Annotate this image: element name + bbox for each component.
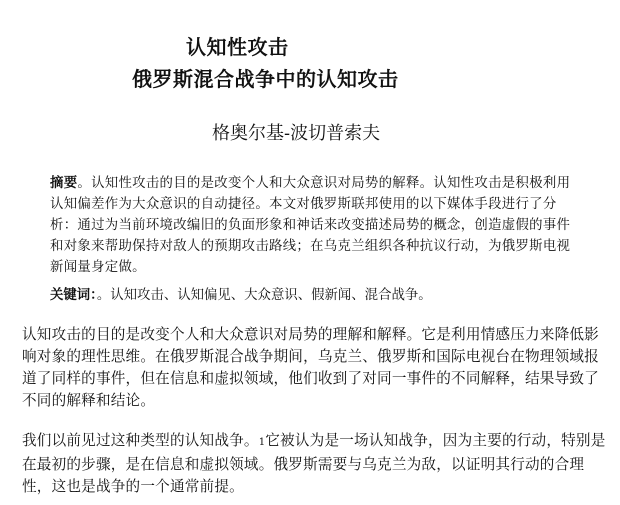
body-paragraph-2 — [22, 430, 610, 498]
keywords-label: 关键词： — [50, 288, 97, 303]
abstract-label: 摘要 — [50, 176, 78, 191]
body-paragraph-2-rest: 它被认为是一场认知战争，因为主要的行动，特别是在最初的步骤，是在信息和虚拟领域。俄罗斯需要与乌克兰为敌，以证明其行动的合理性，这也是战争的一个通常前提。 — [22, 432, 606, 495]
keywords-text: 。认知攻击、认知偏见、大众意识、假新闻、混合战争。 — [96, 288, 432, 303]
body-paragraph-1: 认知攻击的目的是改变个人和大众意识对局势的理解和解释。它是利用情感压力来降低影响对象的理性思维。在俄罗斯混合战争期间，乌克兰、俄罗斯和国际电视台在物理领域报道了同样的事件，但在信息和虚拟领域，他们收到了对同一事件的不同解释，结果导致了不同的解释和结论。 — [22, 326, 599, 409]
body-paragraph-2-start: 我们以前见过这种类型的认知战争。 — [22, 432, 259, 449]
paper-title-line-1: 认知性攻击 — [186, 35, 289, 59]
keywords — [50, 285, 575, 306]
footnote-marker[interactable]: 1 — [258, 437, 266, 448]
abstract-text: 认知性攻击的目的是改变个人和大众意识对局势的解释。认知性攻击是积极利用认知偏差作为大众意识的自动捷径。本文对俄罗斯联邦使用的以下媒体手段进行了分析：通过为当前环境改编旧的负面形象和神话来改变描述局势的概念，创造虚假的事件和对象来帮助保持对敌人的预期攻击路线；在乌克兰组织各种抗议行动，为俄罗斯电视新闻量身定做。 — [50, 176, 571, 275]
abstract — [50, 173, 575, 278]
abstract-separator: 。 — [77, 176, 92, 191]
paper-title-line-2: 俄罗斯混合战争中的认知攻击 — [132, 67, 399, 91]
author-name: 格奥尔基-波切普索夫 — [212, 123, 381, 144]
